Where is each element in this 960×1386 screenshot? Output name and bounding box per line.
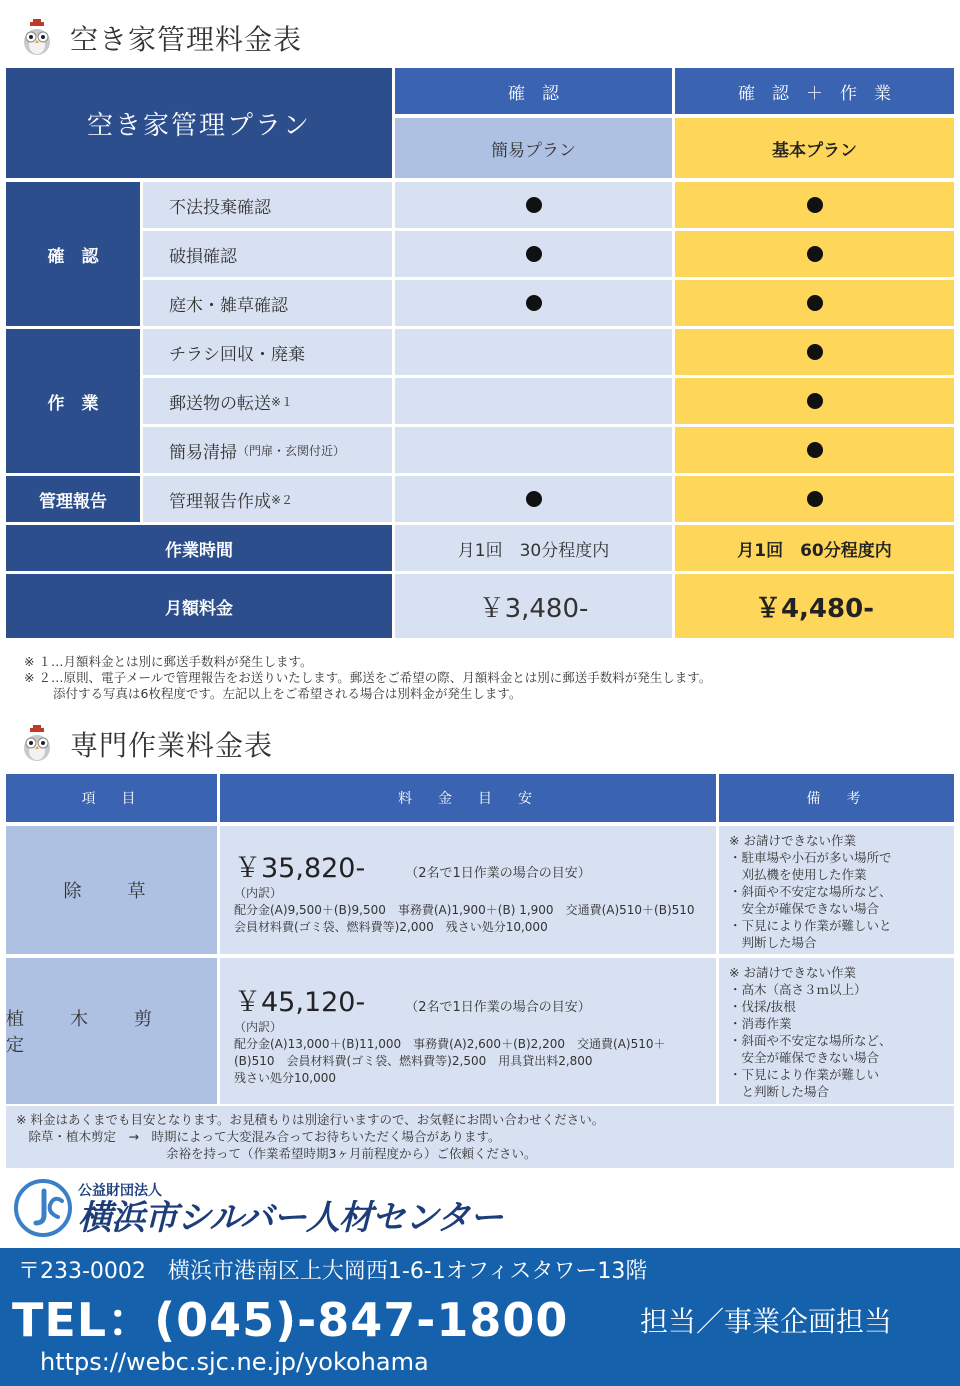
work-time-label: 作業時間 [6, 525, 392, 571]
item-label: チラシ回収・廃棄 [169, 344, 305, 365]
plan1-cell [395, 329, 672, 375]
remark-line: 安全が確保できない場合 [729, 1050, 880, 1065]
remarks-weeding [719, 826, 954, 954]
plan2-cell [675, 231, 954, 277]
item-label: 管理報告作成 [169, 491, 271, 512]
breakdown-line: （内訳） [234, 886, 283, 900]
item-row [143, 280, 392, 326]
sjc-logo-icon [14, 1179, 72, 1237]
item-row [143, 231, 392, 277]
item-row [143, 329, 392, 375]
item-label: 簡易清掃 [169, 442, 237, 463]
remark-line: 判断した場合 [729, 935, 817, 950]
included-dot-icon [526, 197, 542, 213]
item-suffix: ※１ [271, 394, 294, 409]
included-dot-icon [807, 295, 823, 311]
table1-notes [24, 654, 711, 702]
item-row [143, 427, 392, 473]
group-label: 作 業 [6, 329, 140, 473]
owl-icon [18, 19, 56, 57]
included-dot-icon [526, 246, 542, 262]
remark-line: 刈払機を使用した作業 [729, 867, 867, 882]
owl-icon [18, 725, 56, 763]
header-item: 項 目 [6, 774, 217, 822]
item-row [143, 378, 392, 424]
item-row [143, 476, 392, 522]
price-note: （2名で1日作業の場合の目安） [405, 1000, 591, 1015]
price-weeding: ￥35,820- [234, 853, 366, 884]
plan1-cell [395, 427, 672, 473]
plan2-cell [675, 476, 954, 522]
price-cell-weeding [220, 826, 716, 954]
header-remarks: 備 考 [719, 774, 954, 822]
breakdown-line: （内訳） [234, 1020, 283, 1034]
remark-line: ※ お請けできない作業 [729, 965, 856, 980]
plan2-cell [675, 329, 954, 375]
remark-line: ・斜面や不安定な場所など、 [729, 1033, 892, 1048]
work-time-plan2: 月1回 60分程度内 [675, 525, 954, 571]
breakdown-line: 配分金(A)13,000＋(B)11,000 事務費(A)2,600＋(B)2,200 交通費(A)510＋ [234, 1037, 666, 1051]
included-dot-icon [807, 393, 823, 409]
remark-line: ・下見により作業が難しいと [729, 918, 892, 933]
plan1-header: 簡易プラン [395, 118, 672, 178]
plan1-cell [395, 231, 672, 277]
remark-line: 安全が確保できない場合 [729, 901, 880, 916]
col-group-check-work: 確 認 ＋ 作 業 [675, 68, 954, 114]
col-group-check: 確 認 [395, 68, 672, 114]
phone-number[interactable]: TEL：(045)-847-1800 [12, 1293, 569, 1347]
included-dot-icon [807, 442, 823, 458]
note-line: 除草・植木剪定 → 時期によって大変混み合ってお待ちいただく場合があります。 [16, 1129, 501, 1144]
breakdown-line: (B)510 会員材料費(ゴミ袋、燃料費等)2,500 用具貸出料2,800 [234, 1054, 593, 1068]
section-title-1 [18, 16, 302, 60]
price-pruning: ￥45,120- [234, 987, 366, 1018]
table2-notes [6, 1106, 954, 1168]
breakdown-line: 残さい処分10,000 [234, 1071, 336, 1085]
breakdown-line: 会員材料費(ゴミ袋、燃料費等)2,000 残さい処分10,000 [234, 920, 548, 934]
included-dot-icon [807, 491, 823, 507]
included-dot-icon [807, 197, 823, 213]
item-weeding: 除 草 [6, 826, 217, 954]
section-title-text: 専門作業料金表 [70, 729, 274, 762]
address: 〒233-0002 横浜市港南区上大岡西1-6-1オフィスタワー13階 [18, 1259, 648, 1284]
included-dot-icon [807, 246, 823, 262]
plan2-cell [675, 182, 954, 228]
plan1-cell [395, 280, 672, 326]
section-title-2 [18, 722, 273, 766]
breakdown-line: 配分金(A)9,500＋(B)9,500 事務費(A)1,900＋(B) 1,900 交通費(A)510＋(B)510 [234, 903, 695, 917]
remark-line: ・伐採/抜根 [729, 999, 796, 1014]
remark-line: ・下見により作業が難しい [729, 1067, 880, 1082]
item-pruning: 植 木 剪 定 [6, 958, 217, 1104]
department: 担当／事業企画担当 [640, 1305, 893, 1338]
item-label: 郵送物の転送 [169, 393, 271, 414]
organization-logo [14, 1176, 502, 1240]
note-line: 添付する写真は6枚程度です。左記以上をご希望される場合は別料金が発生します。 [24, 686, 522, 701]
group-label: 管理報告 [6, 476, 140, 522]
org-type: 公益財団法人 [78, 1183, 162, 1199]
remark-line: ・消毒作業 [729, 1016, 792, 1031]
plan2-header: 基本プラン [675, 118, 954, 178]
plan1-cell [395, 378, 672, 424]
included-dot-icon [526, 295, 542, 311]
note-line: ※ 料金はあくまでも目安となります。お見積もりは別途行いますので、お気軽にお問い合わせください。 [16, 1112, 605, 1127]
item-label: 不法投棄確認 [169, 197, 271, 218]
group-label: 確 認 [6, 182, 140, 326]
remark-line: ・斜面や不安定な場所など、 [729, 884, 892, 899]
plan1-cell [395, 476, 672, 522]
contact-footer [0, 1248, 960, 1386]
work-time-plan1: 月1回 30分程度内 [395, 525, 672, 571]
org-name: 横浜市シルバー人材センター [78, 1198, 503, 1238]
note-line: ※ ２…原則、電子メールで管理報告をお送りいたします。郵送をご希望の際、月額料金とは別に郵送手数料が発生します。 [24, 670, 712, 685]
monthly-fee-label: 月額料金 [6, 574, 392, 638]
item-label: 破損確認 [169, 246, 237, 267]
remark-line: ・高木（高さ３ｍ以上） [729, 982, 867, 997]
plan2-cell [675, 280, 954, 326]
section-title-text: 空き家管理料金表 [70, 23, 303, 56]
note-line: 余裕を持って（作業希望時期3ヶ月前程度から）ご依頼ください。 [16, 1146, 537, 1161]
item-suffix: （門扉・玄関付近） [237, 443, 346, 458]
included-dot-icon [526, 491, 542, 507]
price-note: （2名で1日作業の場合の目安） [405, 866, 591, 881]
remark-line: ・駐車場や小石が多い場所で [729, 850, 892, 865]
monthly-fee-plan2: ￥4,480- [675, 574, 954, 638]
note-line: ※ １…月額料金とは別に郵送手数料が発生します。 [24, 654, 313, 669]
plan-header: 空き家管理プラン [6, 68, 392, 178]
item-row [143, 182, 392, 228]
item-suffix: ※２ [271, 492, 294, 507]
remark-line: と判断した場合 [729, 1084, 830, 1099]
header-price: 料 金 目 安 [220, 774, 716, 822]
plan1-cell [395, 182, 672, 228]
plan2-cell [675, 378, 954, 424]
plan2-cell [675, 427, 954, 473]
price-cell-pruning [220, 958, 716, 1104]
item-label: 庭木・雑草確認 [169, 295, 288, 316]
monthly-fee-plan1: ￥3,480- [395, 574, 672, 638]
remarks-pruning [719, 958, 954, 1104]
remark-line: ※ お請けできない作業 [729, 833, 856, 848]
website-link[interactable]: https://webc.sjc.ne.jp/yokohama [40, 1348, 429, 1376]
included-dot-icon [807, 344, 823, 360]
